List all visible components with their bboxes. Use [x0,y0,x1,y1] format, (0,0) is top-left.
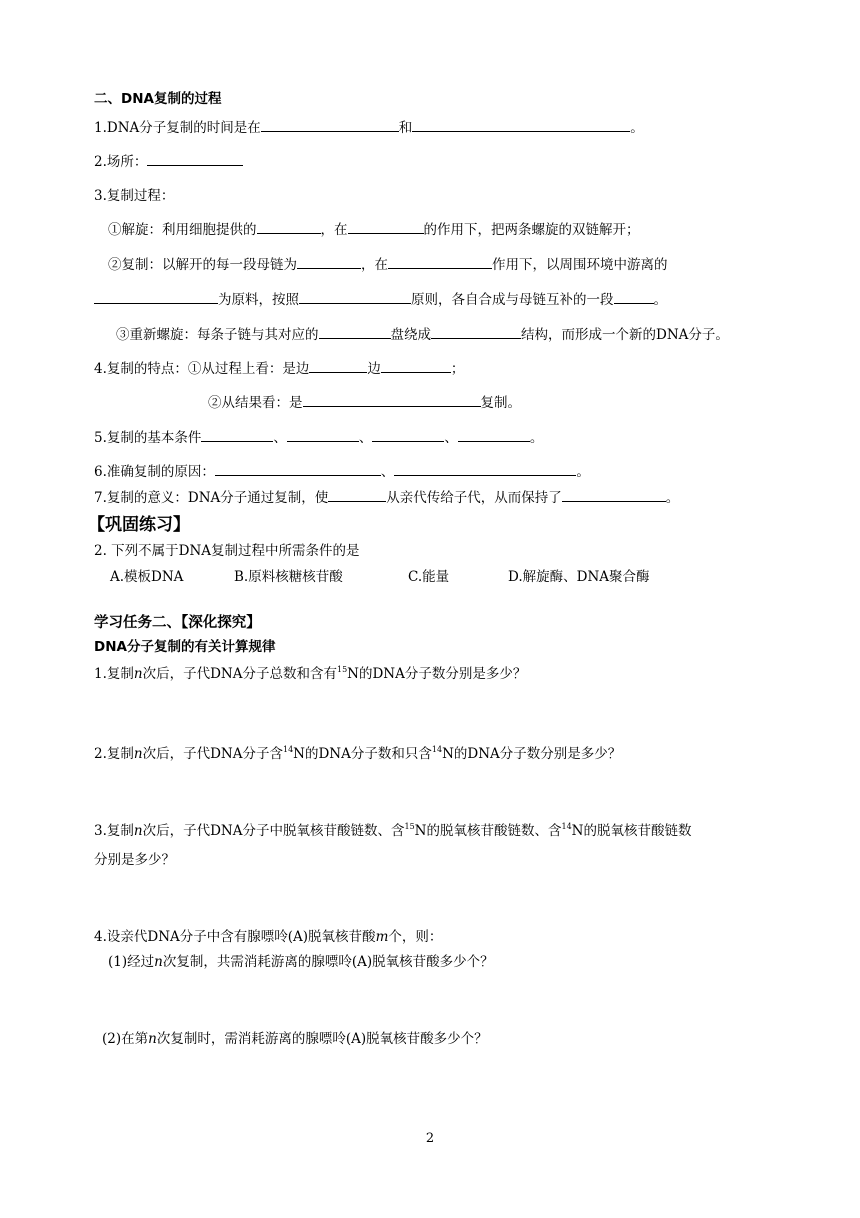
calc-1: 1.复制n次后，子代DNA分子总数和含有$^{15}$N的DNA分子数分别是多少？ [94,665,527,682]
blank[interactable] [412,118,630,132]
blank[interactable] [394,462,576,476]
unwind-line: ①解旋：利用细胞提供的 ，在 的作用下，把两条螺旋的双链解开； [108,222,640,238]
practice-option-a[interactable]: A.模板DNA [110,569,184,585]
calc-3: 3.复制n次后，子代DNA分子中脱氧核苷酸链数、含$^{15}$N的脱氧核苷酸链数、含$^{14}$N的脱氧核苷酸链数 [94,822,692,839]
blank[interactable] [328,488,386,502]
question-7: 7.复制的意义：DNA分子通过复制，使 从亲代传给子代，从而保持了 。 [94,490,680,506]
blank[interactable] [458,428,530,442]
page-number: 2 [425,1131,435,1146]
question-4: 4.复制的特点：①从过程上看：是边 边 ； [94,361,465,377]
practice-heading: 【巩固练习】 [88,515,190,535]
blank[interactable] [261,118,399,132]
blank[interactable] [385,393,447,407]
question-2: 2.场所： [94,152,243,171]
blank[interactable] [447,393,481,407]
calc-4-2: (2)在第n次复制时，需消耗游离的腺嘌呤(A)脱氧核苷酸多少个？ [102,1031,488,1047]
blank[interactable] [388,255,492,269]
blank[interactable] [299,290,411,304]
copy-line-2: 为原料，按照 原则，各自合成与母链互补的一段 。 [94,290,667,309]
practice-question: 2. 下列不属于DNA复制过程中所需条件的是 [94,543,360,559]
blank[interactable] [94,290,218,304]
practice-option-d[interactable]: D.解旋酶、DNA聚合酶 [508,569,650,585]
blank[interactable] [297,255,361,269]
blank[interactable] [614,290,654,304]
copy-line: ②复制：以解开的每一段母链为 ，在 作用下，以周围环境中游离的 [108,257,668,273]
blank[interactable] [372,428,444,442]
blank[interactable] [431,325,521,339]
section-heading: 二、DNA复制的过程 [94,91,222,107]
question-1: 1.DNA分子复制的时间是在 和 。 [94,120,644,136]
blank[interactable] [348,220,424,234]
practice-option-b[interactable]: B.原料核糖核苷酸 [234,569,343,585]
rewind-line: ③重新螺旋：每条子链与其对应的 盘绕成 结构，而形成一个新的DNA分子。 [116,327,729,343]
task2-subheading: DNA分子复制的有关计算规律 [94,639,276,655]
calc-3-cont: 分别是多少？ [94,852,175,868]
blank[interactable] [309,359,367,373]
blank[interactable] [215,462,381,476]
blank[interactable] [562,488,666,502]
question-4-result: ②从结果看：是 复制。 [208,395,521,411]
blank[interactable] [201,428,273,442]
task2-heading: 学习任务二、【深化探究】 [94,615,261,631]
question-6: 6.准确复制的原因： 、 。 [94,464,590,480]
blank[interactable] [319,325,391,339]
blank[interactable] [287,428,359,442]
calc-2: 2.复制n次后，子代DNA分子含$^{14}$N的DNA分子数和只含$^{14}$N的DNA分子数分别是多少？ [94,745,622,762]
question-3: 3.复制过程： [94,188,175,204]
calc-4: 4.设亲代DNA分子中含有腺嘌呤(A)脱氧核苷酸m个，则： [94,929,443,945]
practice-option-c[interactable]: C.能量 [408,569,450,585]
blank[interactable] [303,393,385,407]
question-5: 5.复制的基本条件 、 、 、 。 [94,430,544,446]
calc-4-1: (1)经过n次复制，共需消耗游离的腺嘌呤(A)脱氧核苷酸多少个？ [108,954,494,970]
blank[interactable] [147,152,243,166]
blank[interactable] [381,359,451,373]
blank[interactable] [257,220,321,234]
